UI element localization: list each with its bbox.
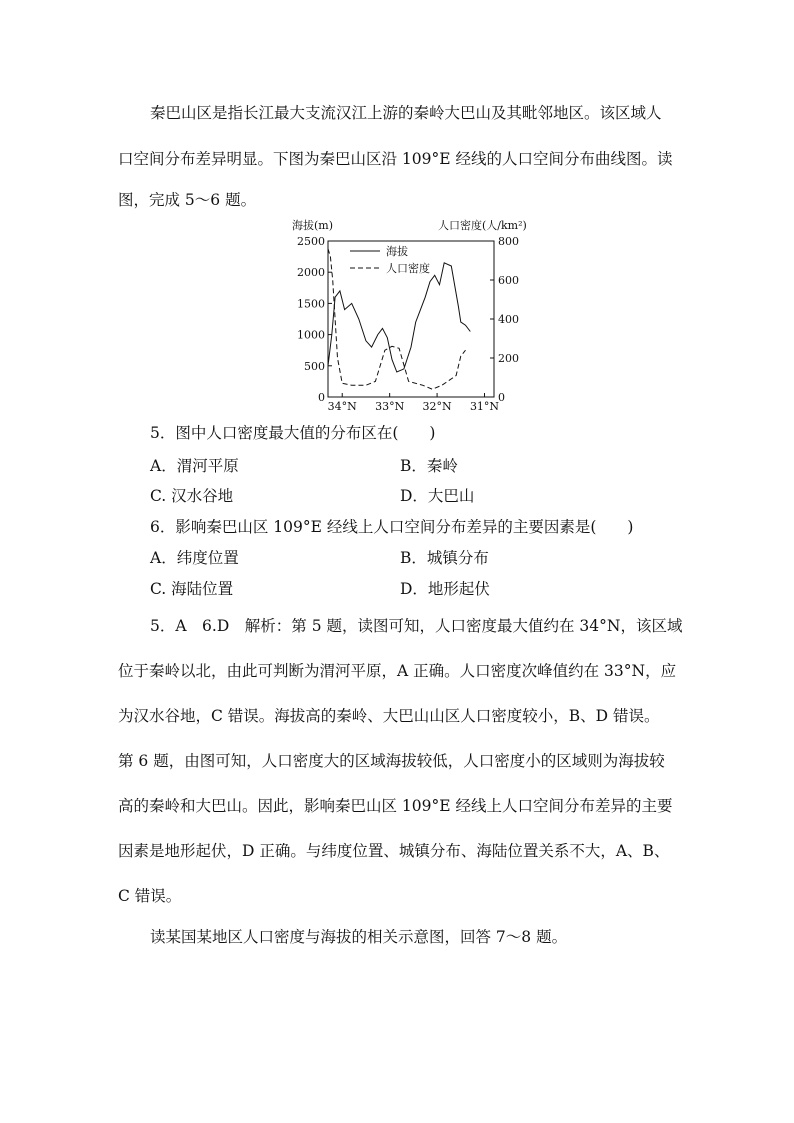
- q5-option-a: A．渭河平原: [150, 457, 239, 475]
- legend-elevation-label: 海拔: [386, 245, 408, 258]
- right-tick-label: 0: [498, 391, 505, 404]
- right-axis-label: 人口密度(人/km²): [438, 219, 527, 232]
- intro-line-1: 秦巴山区是指长江最大支流汉江上游的秦岭大巴山及其毗邻地区。该区域人: [150, 104, 662, 122]
- q6-option-c: C. 海陆位置: [150, 580, 234, 598]
- intro-line-3: 图，完成 5～6 题。: [118, 191, 257, 209]
- answer-line-4: 第 6 题，由图可知，人口密度大的区域海拔较低，人口密度小的区域则为海拔较: [118, 752, 665, 770]
- x-tick-label: 33°N: [375, 400, 405, 413]
- right-tick-label: 800: [498, 235, 519, 248]
- population-elevation-chart: [288, 213, 533, 413]
- right-tick-label: 400: [498, 313, 519, 326]
- answer-line-1: 5．A 6.D 解析：第 5 题，读图可知，人口密度最大值约在 34°N，该区域: [150, 617, 683, 635]
- left-tick-label: 2000: [297, 266, 325, 280]
- q6-option-b: B．城镇分布: [400, 549, 489, 567]
- answer-line-5: 高的秦岭和大巴山。因此，影响秦巴山区 109°E 经线上人口空间分布差异的主要: [118, 797, 673, 815]
- intro-line-2: 口空间分布差异明显。下图为秦巴山区沿 109°E 经线的人口空间分布曲线图。读: [118, 150, 673, 168]
- left-tick-label: 1000: [297, 328, 325, 342]
- elevation-line: [328, 263, 470, 372]
- x-tick-label: 34°N: [327, 400, 357, 413]
- left-tick-label: 1500: [297, 297, 325, 311]
- q5-option-c: C. 汉水谷地: [150, 487, 234, 505]
- x-tick-label: 31°N: [469, 400, 500, 413]
- answer-line-6: 因素是地形起伏，D 正确。与纬度位置、城镇分布、海陆位置关系不大，A、B、: [118, 842, 670, 860]
- q6-stem: 6．影响秦巴山区 109°E 经线上人口空间分布差异的主要因素是( ): [150, 518, 634, 536]
- answer-line-3: 为汉水谷地，C 错误。海拔高的秦岭、大巴山山区人口密度较小，B、D 错误。: [118, 707, 660, 725]
- q6-option-d: D．地形起伏: [400, 580, 490, 598]
- answer-line-2: 位于秦岭以北，由此可判断为渭河平原，A 正确。人口密度次峰值约在 33°N，应: [118, 662, 677, 680]
- q5-option-b: B．秦岭: [400, 457, 458, 475]
- right-tick-label: 200: [498, 352, 519, 365]
- legend-density-label: 人口密度: [386, 262, 430, 275]
- q6-option-a: A．纬度位置: [150, 549, 239, 567]
- chart-plot-layer: [297, 235, 519, 413]
- left-tick-label: 2500: [297, 235, 325, 248]
- next-question-intro: 读某国某地区人口密度与海拔的相关示意图，回答 7～8 题。: [150, 928, 568, 946]
- answer-line-7: C 错误。: [118, 887, 182, 905]
- q5-stem: 5．图中人口密度最大值的分布区在( ): [150, 424, 436, 442]
- right-tick-label: 600: [498, 274, 519, 287]
- chart-svg: [288, 213, 533, 413]
- left-axis-label: 海拔(m): [292, 219, 334, 232]
- left-tick-label: 0: [318, 391, 325, 404]
- x-tick-label: 32°N: [422, 400, 452, 413]
- left-tick-label: 500: [304, 359, 325, 373]
- q5-option-d: D．大巴山: [400, 487, 475, 505]
